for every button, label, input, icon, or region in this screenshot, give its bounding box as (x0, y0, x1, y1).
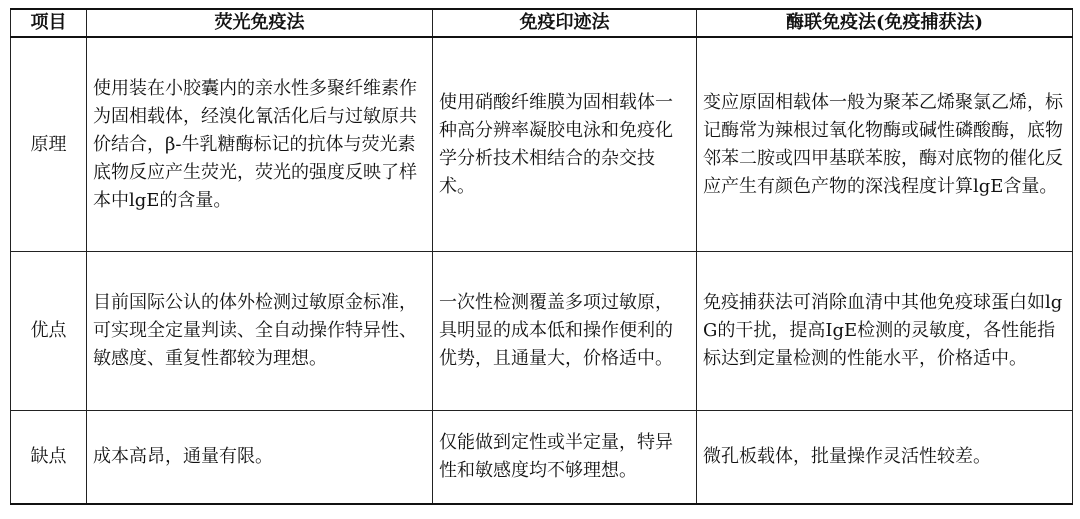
header-immunoblot: 免疫印迹法 (433, 9, 697, 37)
header-fluorescence-immunoassay: 荧光免疫法 (87, 9, 433, 37)
table-cell: 一次性检测覆盖多项过敏原，具明显的成本低和操作便利的优势，且通量大，价格适中。 (433, 252, 697, 411)
table-row-disadvantages (11, 411, 1073, 505)
table-cell: 变应原固相载体一般为聚苯乙烯聚氯乙烯，标记酶常为辣根过氧化物酶或碱性磷酸酶，底物邻苯二胺或四甲基联苯胺，酶对底物的催化反应产生有颜色产物的深浅程度计算lgE含量。 (697, 37, 1073, 252)
table-cell: 微孔板载体，批量操作灵活性较差。 (697, 411, 1073, 505)
table-cell: 使用装在小胶囊内的亲水性多聚纤维素作为固相载体，经溴化氰活化后与过敏原共价结合，β-牛乳糖酶标记的抗体与荧光素底物反应产生荧光，荧光的强度反映了样本中lgE的含量。 (87, 37, 433, 252)
row-label: 优点 (11, 252, 87, 411)
row-label: 缺点 (11, 411, 87, 505)
comparison-table-container (10, 8, 1072, 505)
comparison-table (10, 8, 1073, 505)
table-cell: 免疫捕获法可消除血清中其他免疫球蛋白如lgG的干扰，提高IgE检测的灵敏度，各性能指标达到定量检测的性能水平，价格适中。 (697, 252, 1073, 411)
table-cell: 仅能做到定性或半定量，特异性和敏感度均不够理想。 (433, 411, 697, 505)
table-row-principle (11, 37, 1073, 252)
header-elisa: 酶联免疫法(免疫捕获法) (697, 9, 1073, 37)
table-cell: 目前国际公认的体外检测过敏原金标准，可实现全定量判读、全自动操作特异性、敏感度、重复性都较为理想。 (87, 252, 433, 411)
table-cell: 成本高昂，通量有限。 (87, 411, 433, 505)
table-row-advantages (11, 252, 1073, 411)
table-cell: 使用硝酸纤维膜为固相载体一种高分辨率凝胶电泳和免疫化学分析技术相结合的杂交技术。 (433, 37, 697, 252)
row-label: 原理 (11, 37, 87, 252)
header-row (11, 9, 1073, 37)
header-item: 项目 (11, 9, 87, 37)
